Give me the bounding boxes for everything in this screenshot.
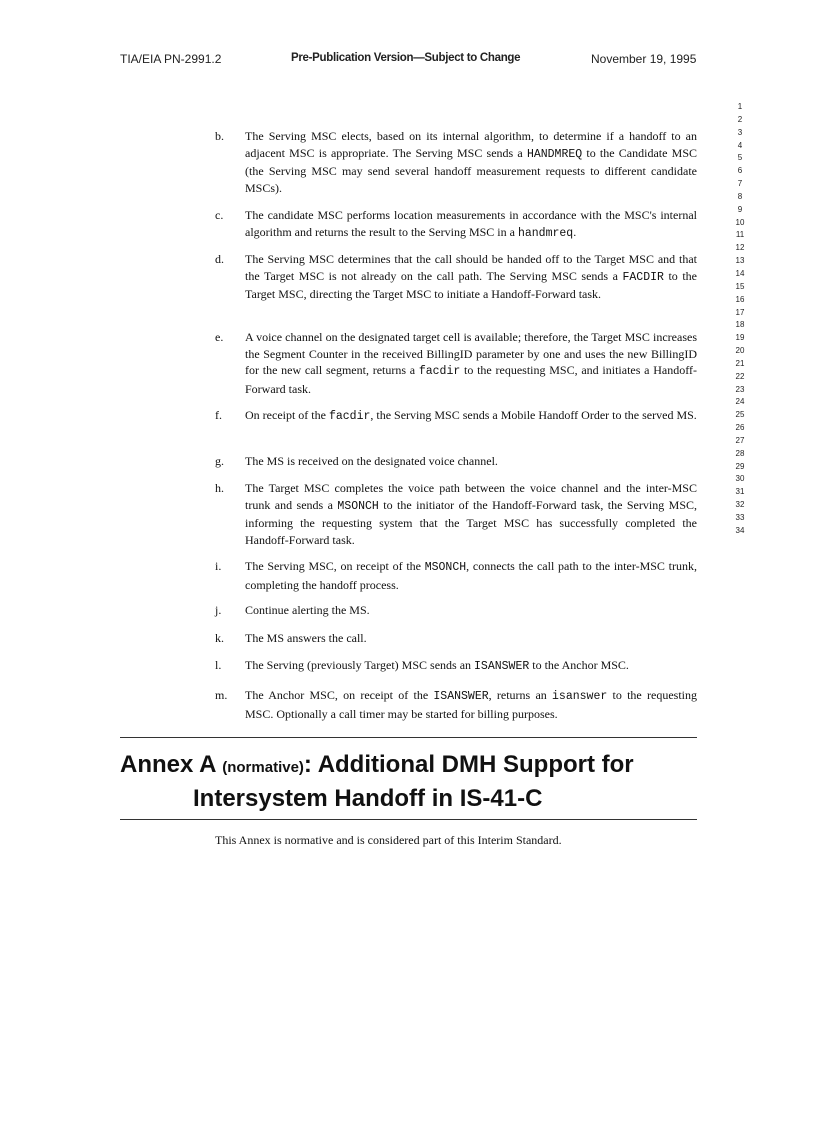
line-number: 9 <box>737 204 743 214</box>
line-number: 12 <box>735 243 745 253</box>
line-number: 25 <box>735 410 745 420</box>
message-name: ISANSWER <box>433 690 489 703</box>
line-number: 23 <box>735 384 745 394</box>
line-number: 15 <box>735 281 745 291</box>
step-label: f. <box>215 408 222 422</box>
step-m <box>215 687 697 722</box>
line-number: 10 <box>735 217 745 227</box>
line-number: 14 <box>735 268 745 278</box>
line-number: 3 <box>737 127 743 137</box>
step-b <box>215 128 697 196</box>
step-l <box>215 657 697 676</box>
annex-normative-tag: (normative) <box>222 759 304 776</box>
line-number: 4 <box>737 140 743 150</box>
line-number: 6 <box>737 166 743 176</box>
step-c <box>215 207 697 242</box>
step-label: d. <box>215 252 224 266</box>
header-date: November 19, 1995 <box>591 52 697 66</box>
step-label: g. <box>215 454 224 468</box>
step-f <box>215 407 697 426</box>
annex-title-line2: Intersystem Handoff in IS-41-C <box>193 785 543 812</box>
line-number: 17 <box>735 307 745 317</box>
step-text: The MS answers the call. <box>245 631 367 645</box>
message-name: handmreq <box>517 226 574 240</box>
message-name: facdir <box>418 365 461 379</box>
step-text: The Serving (previously Target) MSC sends an ISANSWER to the Anchor MSC. <box>245 658 629 673</box>
step-label: m. <box>215 688 228 702</box>
line-number: 24 <box>735 397 745 407</box>
step-label: j. <box>215 603 222 617</box>
line-number: 16 <box>735 294 745 304</box>
header-status: Pre-Publication Version—Subject to Change <box>291 52 521 64</box>
step-text: The Target MSC completes the voice path between the voice channel and the inter-MSC trunk and sends a MSONCH to the initiator of the Handoff-Forward task, the Serving MSC, informing the requesting system that the Target MSC has successfully completed the Handoff-Forward task. <box>245 481 697 547</box>
step-label: b. <box>215 129 224 143</box>
header-doc-id: TIA/EIA PN-2991.2 <box>120 52 222 66</box>
line-number: 27 <box>735 435 745 445</box>
message-name: HANDMREQ <box>526 147 583 161</box>
step-text: The Serving MSC, on receipt of the MSONCH, connects the call path to the inter-MSC trunk, completing the handoff process. <box>245 559 697 592</box>
message-name: isanswer <box>552 690 608 703</box>
step-e <box>215 329 697 397</box>
message-name: facdir <box>328 410 371 423</box>
line-number: 5 <box>737 153 743 163</box>
line-numbers <box>726 101 754 538</box>
line-number: 13 <box>735 256 745 266</box>
line-number: 29 <box>735 461 745 471</box>
step-text: The Serving MSC elects, based on its internal algorithm, to determine if a handoff to an adjacent MSC is appropriate. The Serving MSC sends a HANDMREQ to the Candidate MSC (the Serving MSC may send several handoff measurement requests to different candidate MSCs). <box>245 129 697 195</box>
step-label: i. <box>215 559 222 573</box>
line-number: 18 <box>735 320 745 330</box>
message-name: MSONCH <box>337 499 379 513</box>
line-number: 26 <box>735 423 745 433</box>
step-text: The candidate MSC performs location measurements in accordance with the MSC's internal algorithm and returns the result to the Serving MSC in a handmreq. <box>245 208 697 240</box>
line-number: 28 <box>735 448 745 458</box>
message-name: MSONCH <box>424 561 467 574</box>
step-text: The MS is received on the designated voice channel. <box>245 454 498 468</box>
annex-note: This Annex is normative and is considered part of this Interim Standard. <box>215 833 562 847</box>
line-number: 19 <box>735 333 745 343</box>
step-text: Continue alerting the MS. <box>245 603 370 617</box>
step-text: On receipt of the facdir, the Serving MSC sends a Mobile Handoff Order to the served MS. <box>245 408 697 423</box>
line-number: 31 <box>735 487 745 497</box>
message-name: ISANSWER <box>474 660 530 673</box>
step-j <box>215 602 697 619</box>
line-number: 20 <box>735 346 745 356</box>
step-d <box>215 251 697 303</box>
line-number: 34 <box>735 525 745 535</box>
step-h <box>215 480 697 548</box>
step-text: A voice channel on the designated target cell is available; therefore, the Target MSC increases the Segment Counter in the received BillingID parameter by one and uses the new BillingID for the new call segment, returns a facdir to the requesting MSC, and initiates a Handoff-Forward task. <box>245 330 697 396</box>
annex-bottom-rule <box>120 819 697 820</box>
step-text: The Anchor MSC, on receipt of the ISANSWER, returns an isanswer to the requesting MSC. Optionally a call timer may be started for billing purposes. <box>245 688 697 721</box>
step-text: The Serving MSC determines that the call should be handed off to the Target MSC and that the Target MSC is not already on the call path. The Serving MSC sends a FACDIR to the Target MSC, directing the Target MSC to initiate a Handoff-Forward task. <box>245 252 697 302</box>
annex-top-rule <box>120 737 697 738</box>
step-label: l. <box>215 658 222 672</box>
step-label: k. <box>215 631 224 645</box>
step-g <box>215 453 697 470</box>
line-number: 7 <box>737 179 743 189</box>
line-number: 8 <box>737 191 743 201</box>
line-number: 1 <box>737 102 743 111</box>
message-name: FACDIR <box>622 270 664 284</box>
step-k <box>215 630 697 647</box>
line-number: 33 <box>735 513 745 522</box>
line-number: 2 <box>737 114 743 124</box>
step-label: c. <box>215 208 224 222</box>
line-number: 22 <box>735 371 745 381</box>
step-label: e. <box>215 330 224 344</box>
line-number: 30 <box>735 474 745 484</box>
line-number: 11 <box>735 230 745 240</box>
line-number: 32 <box>735 500 745 510</box>
line-number: 21 <box>735 358 745 368</box>
annex-title: Annex A (normative): Additional DMH Support for Intersystem Handoff in IS-41-C <box>120 749 720 814</box>
step-i <box>215 558 697 593</box>
step-label: h. <box>215 481 224 495</box>
